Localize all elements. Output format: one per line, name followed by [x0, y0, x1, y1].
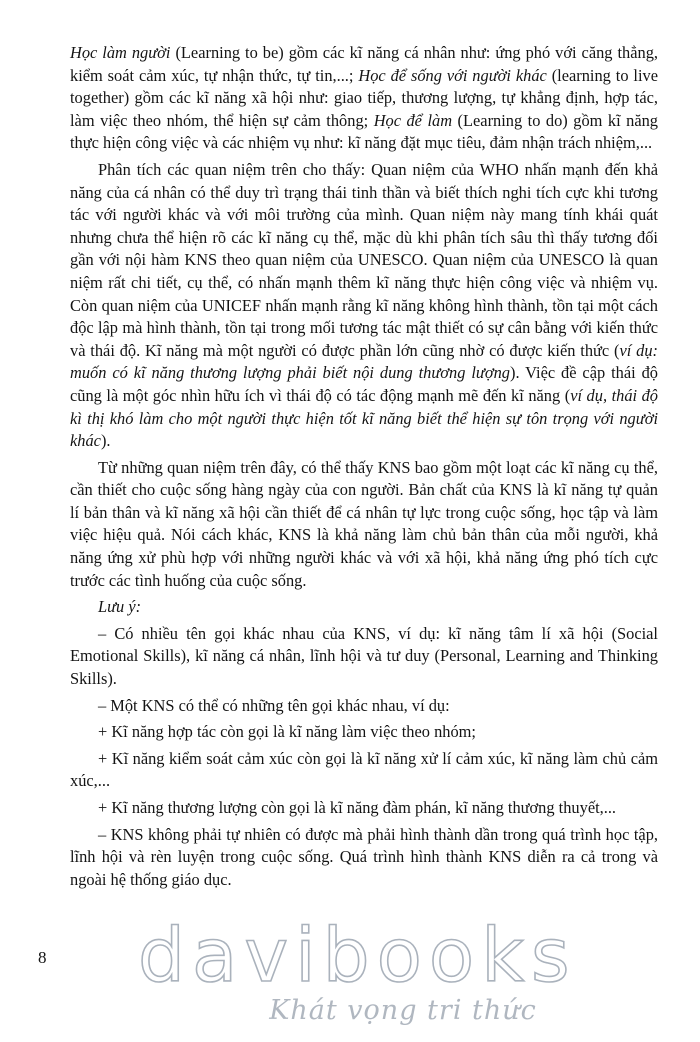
paragraph — [70, 457, 658, 593]
body-text: – Một KNS có thể có những tên gọi khác nhau, ví dụ: — [98, 695, 450, 715]
body-text: Từ những quan niệm trên đây, có thể thấy KNS bao gồm một loạt các kĩ năng cụ thể, cần thiết cho cuộc sống hàng ngày của con người. Bản chất của KNS là kĩ năng tự quản lí bản thân và kĩ năng xã hội cần thiết để cá nhân tự lực trong cuộc sống, học tập và làm việc hiệu quả. Nói cách khác, KNS là khả năng làm chủ bản thân của mỗi người, khả năng ứng xử phù hợp với những người khác và với xã hội, khả năng ứng phó tích cực trước các tình huống của cuộc sống. — [70, 457, 658, 590]
body-text: – KNS không phải tự nhiên có được mà phải hình thành dần trong quá trình học tập, lĩnh hội và rèn luyện trong cuộc sống. Quá trình hình thành KNS diễn ra cả trong và ngoài hệ thống giáo dục. — [70, 824, 658, 889]
page-body — [70, 42, 658, 891]
body-text: ). — [100, 431, 111, 451]
body-text: + Kĩ năng thương lượng còn gọi là kĩ năng đàm phán, kĩ năng thương thuyết,... — [98, 798, 617, 817]
italic-text: Học để làm — [373, 110, 453, 130]
paragraph — [70, 42, 658, 155]
body-text: ). Việc đề cập thái độ cũng là một góc nhìn hữu ích vì thái độ có tác động mạnh mẽ đến kĩ năng ( — [70, 363, 658, 405]
italic-text: Học để sống với người khác — [358, 65, 547, 85]
body-text: – Có nhiều tên gọi khác nhau của KNS, ví dụ: kĩ năng tâm lí xã hội (Social Emotional Skills), kĩ năng cá nhân, lĩnh hội và tư duy (Personal, Learning and Thinking Skills). — [70, 623, 658, 689]
body-text: (Learning to be) gồm các kĩ năng cá nhân như: ứng phó với căng thẳng, kiểm soát cảm xúc, tự nhận thức, tự tin,...; — [70, 43, 658, 85]
watermark-tagline: Khát vọng tri thức — [269, 995, 537, 1026]
paragraph — [70, 721, 658, 744]
italic-text: Lưu ý: — [98, 597, 142, 617]
body-text: Phân tích các quan niệm trên cho thấy: Quan niệm của WHO nhấn mạnh đến khả năng của cá nhân có thể duy trì trạng thái tinh thần và biết thích nghi tích cực khi tương tác với người khác và với môi trường của mình. Quan niệm này mang tính khái quát nhưng chưa thể hiện rõ các kĩ năng cụ thể, mặc dù khi phân tích sâu thì thấy tương đối gần với nội hàm KNS theo quan niệm của UNESCO. Quan niệm của UNESCO là quan niệm rất chi tiết, cụ thể, có nhấn mạnh thêm kĩ năng thực hiện công việc và nhiệm vụ. Còn quan niệm của UNICEF nhấn mạnh rằng kĩ năng không hình thành, tồn tại một cách độc lập mà hình thành, tồn tại trong mối tương tác mật thiết có sự cân bằng với kiến thức và thái độ. Kĩ năng mà một người có được phần lớn cũng nhờ có được kiến thức ( — [70, 159, 658, 360]
paragraph — [70, 797, 658, 820]
watermark-logo — [138, 913, 577, 1026]
italic-text: ví dụ, thái độ kì thị khó làm cho một người thực hiện tốt kĩ năng biết thể hiện sự tôn trọng với người khác — [70, 385, 659, 451]
italic-text: ví dụ: muốn có kĩ năng thương lượng phải biết nội dung thương lượng — [70, 340, 658, 383]
paragraph — [70, 695, 658, 718]
body-text: (learning to live together) gồm các kĩ năng xã hội như: giao tiếp, thương lượng, tự khẳng định, hợp tác, làm việc theo nhóm, thể hiện sự cảm thông; — [70, 65, 658, 130]
paragraph — [70, 623, 658, 691]
body-text: + Kĩ năng hợp tác còn gọi là kĩ năng làm việc theo nhóm; — [98, 722, 476, 742]
body-text: (Learning to do) gồm kĩ năng thực hiện công việc và các nhiệm vụ như: kĩ năng đặt mục tiêu, đảm nhận trách nhiệm,... — [70, 110, 658, 153]
paragraph — [70, 159, 658, 453]
paragraph — [70, 596, 658, 619]
italic-text: Học làm người — [70, 43, 171, 62]
paragraph — [70, 748, 658, 793]
page-number: 8 — [38, 948, 47, 967]
body-text: + Kĩ năng kiểm soát cảm xúc còn gọi là kĩ năng xử lí cảm xúc, kĩ năng làm chủ cảm xúc,... — [70, 748, 658, 791]
watermark-brand: davibooks — [138, 913, 577, 999]
paragraph — [70, 824, 658, 892]
